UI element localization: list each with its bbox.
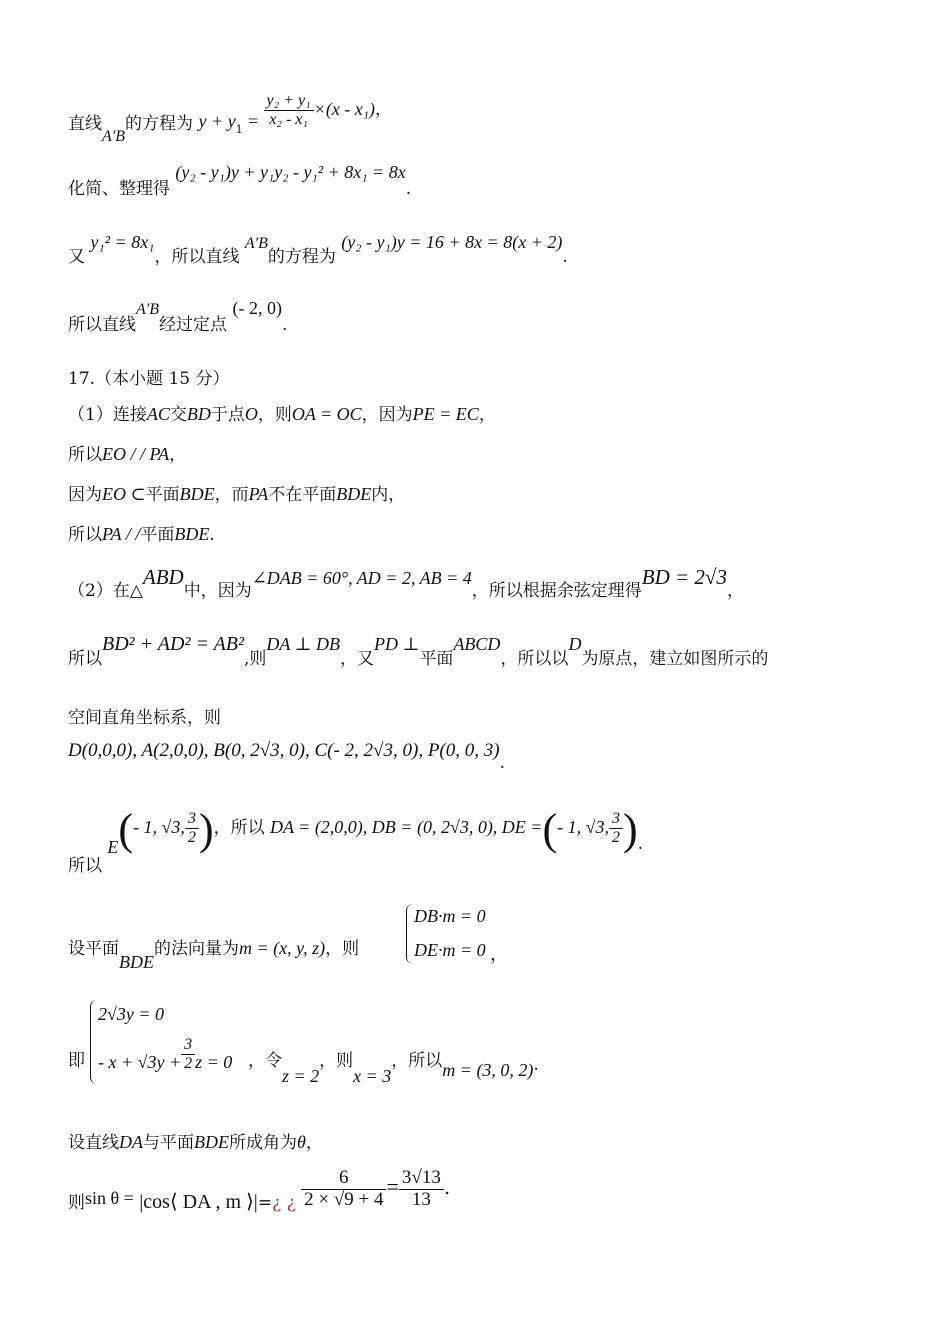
normal-system-eq-2: DE·m = 0 — [414, 940, 486, 960]
fixed-point: (- 2, 0) — [232, 298, 282, 318]
angle-setup: 设直线DA与平面BDE所成角为θ， — [68, 1132, 323, 1153]
simplified-equation: (y₂ - y₁)y + y₁y₂ - y₁² + 8x₁ = 8x — [175, 162, 406, 182]
part-1-conclusion: 所以PA / /平面BDE. — [68, 524, 215, 545]
line-fixed-point: 所以直线A′B经过定点 (- 2, 0). — [68, 298, 288, 335]
part-2-line-1: （2）在△ABD中，因为∠DAB = 60°, AD = 2, AB = 4，所以根据余弦定理得BD = 2√3， — [68, 565, 744, 601]
line-substitute: 又 y₁² = 8x₁，所以直线 A′B的方程为 (y₂ - y₁)y = 16 + 8x = 8(x + 2). — [68, 232, 568, 267]
line-equation: (y₂ - y₁)y = 16 + 8x = 8(x + 2) — [341, 232, 563, 252]
line-simplify: 化简、整理得 (y₂ - y₁)y + y₁y₂ - y₁² + 8x₁ = 8x. — [68, 162, 412, 199]
reduced-system-eq-1: 2√3y = 0 — [98, 1004, 165, 1024]
point-coordinates: D(0,0,0), A(2,0,0), B(0, 2√3, 0), C(- 2, 2√3, 0), P(0, 0, 3). — [68, 740, 505, 773]
reduced-system-eq-2: - x + √3y + $\frac{3}{2}$ z = 0 — [98, 1036, 233, 1073]
sine-fraction-2: $\frac{3√13}{13}$ — [399, 1168, 444, 1211]
line-a-prime-b-equation: 直线A′B的方程为 $y + y_1$ = $\frac{\text{y₂ + y₁}}{\text{x₂ - x₁}}$ ×(x - x₁)， — [68, 92, 393, 145]
system-brace-1 — [406, 904, 413, 964]
part-1-line-1: （1）连接AC交BD于点O，则OA = OC，因为PE = EC， — [68, 404, 496, 425]
sine-fraction-1: $\frac{6}{2 \times √9 + 4}$ — [301, 1168, 386, 1211]
vector-coordinates: 所以 E(- 1, √3, $\frac{3}{2}$ )，所以 DA = (2,0,0), DB = (0, 2√3, 0), DE =(- 1, √3, $\frac{3}{2}$ ). — [68, 805, 644, 876]
solve-normal-vector: 即 — [68, 1051, 85, 1071]
coordinate-system-intro: 空间直角坐标系，则 — [68, 708, 221, 728]
normal-system-eq-1: DB·m = 0 — [414, 906, 486, 926]
a-prime-b-label: A′B — [102, 127, 126, 145]
normal-vector-setup: 设平面BDE的法向量为m = (x, y, z)，则 — [68, 938, 360, 972]
sine-result: 则sin θ = |cos⟨ DA , m ⟩|=¿ ¿ $\frac{6}{2 \times √9 + 4}$ = $\frac{3√13}{13}$ . — [68, 1167, 451, 1213]
system-brace-2 — [90, 1000, 97, 1084]
part-1-line-2: 所以EO / / PA， — [68, 444, 187, 465]
slope-fraction: $\frac{\text{y₂ + y₁}}{\text{x₂ - x₁}}$ — [264, 92, 314, 128]
part-1-line-3: 因为EO ⊂平面BDE，而PA不在平面BDE内， — [68, 484, 406, 505]
problem-17-heading: 17.（本小题 15 分） — [68, 369, 230, 389]
solve-normal-vector-rest: ，令z = 2，则x = 3，所以m = (3, 0, 2). — [248, 1051, 539, 1086]
part-2-line-2: 所以BD² + AD² = AB²,则DA ⊥ DB，又PD ⊥平面ABCD，所以以D为原点，建立如图所示的 — [68, 633, 769, 669]
